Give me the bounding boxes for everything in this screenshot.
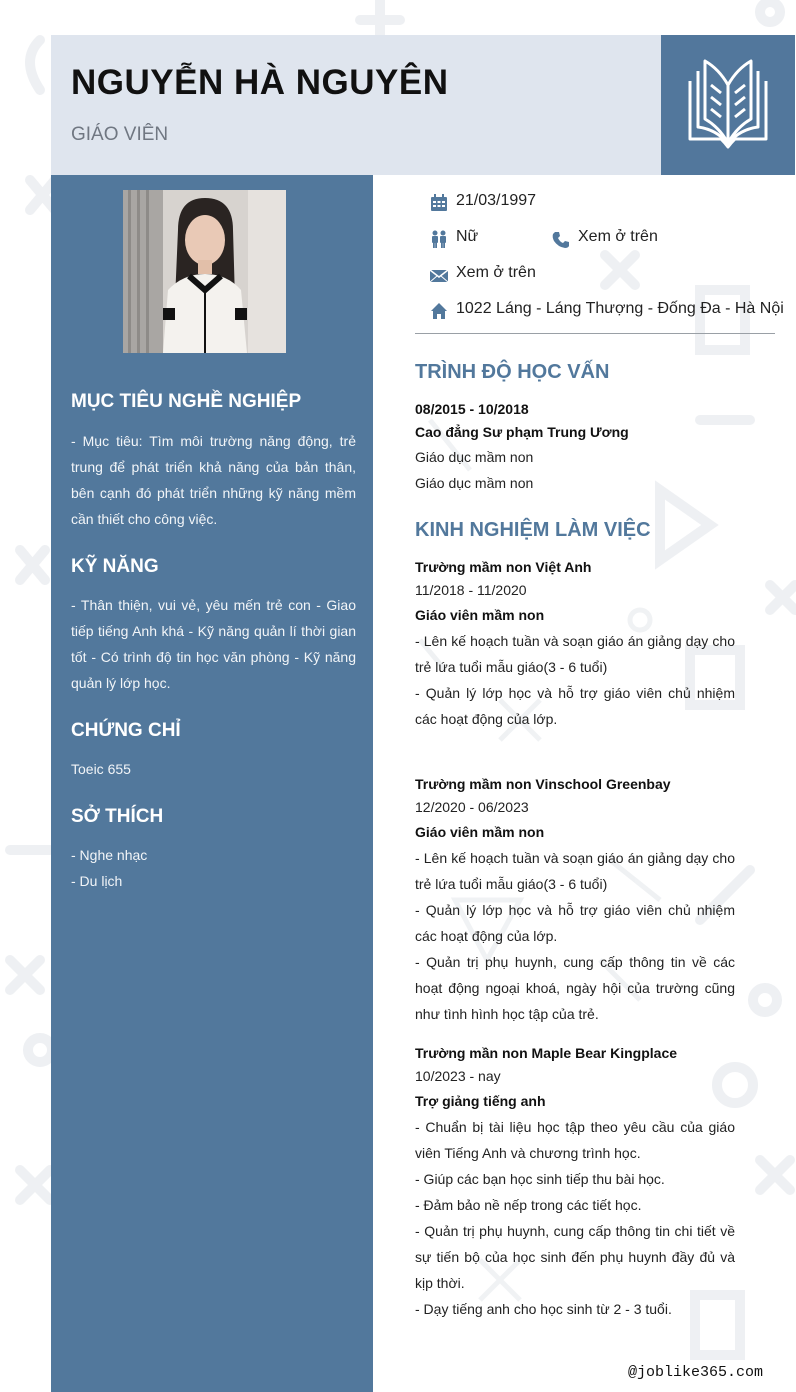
- job-duty: - Lên kế hoạch tuần và soạn giáo án giảng dạy cho trẻ lứa tuổi mẫu giáo(3 - 6 tuổi): [415, 850, 735, 892]
- hobbies-heading: SỞ THÍCH: [71, 806, 164, 827]
- job-position: Giáo viên mầm non: [415, 824, 545, 840]
- education-major: Giáo dục mầm non: [415, 449, 534, 465]
- job-position: Trợ giảng tiếng anh: [415, 1093, 546, 1109]
- certificates-heading: CHỨNG CHỈ: [71, 720, 181, 741]
- header: [51, 35, 661, 175]
- email-value: Xem ở trên: [456, 264, 536, 281]
- job-company: Trường mần non Maple Bear Kingplace: [415, 1045, 678, 1061]
- education-school: Cao đẳng Sư phạm Trung Ương: [415, 424, 629, 440]
- certificates-list: [71, 756, 131, 782]
- job-period: 11/2018 - 11/2020: [415, 582, 527, 598]
- job-duty: - Chuẩn bị tài liệu học tập theo yêu cầu của giáo viên Tiếng Anh và chương trình học.: [415, 1119, 735, 1161]
- phone-value: Xem ở trên: [578, 228, 658, 245]
- candidate-name: NGUYỄN HÀ NGUYÊN: [71, 63, 449, 102]
- gender-value: Nữ: [456, 228, 479, 245]
- sidebar: [51, 175, 373, 1392]
- objective-text: - Mục tiêu: Tìm môi trường năng động, trẻ trung để phát triển khả năng của bản thân, bên cạnh đó phát triển những kỹ năng mềm cần thiết cho công việc.: [71, 433, 356, 527]
- job-duty: - Giúp các bạn học sinh tiếp thu bài học.: [415, 1171, 665, 1187]
- job-title: GIÁO VIÊN: [71, 124, 169, 145]
- job-duty: - Quản trị phụ huynh, cung cấp thông tin chi tiết về sự tiến bộ của học sinh đến phụ huynh đầy đủ và kịp thời.: [415, 1223, 735, 1291]
- job-duty: - Quản lý lớp học và hỗ trợ giáo viên chủ nhiệm các hoạt động của lớp.: [415, 685, 735, 727]
- job-period: 10/2023 - nay: [415, 1068, 501, 1084]
- book-icon: [681, 57, 775, 153]
- job-duty: - Lên kế hoạch tuần và soạn giáo án giảng dạy cho trẻ lứa tuổi mẫu giáo(3 - 6 tuổi): [415, 633, 735, 675]
- job-duty: - Quản lý lớp học và hỗ trợ giáo viên chủ nhiệm các hoạt động của lớp.: [415, 902, 735, 944]
- education-heading: TRÌNH ĐỘ HỌC VẤN: [415, 361, 610, 383]
- job-company: Trường mầm non Việt Anh: [415, 559, 592, 575]
- profile-photo: [123, 190, 286, 353]
- calendar-icon: [430, 194, 448, 212]
- phone-icon: [552, 231, 570, 249]
- gender-icon: [430, 230, 448, 248]
- certificate-item: Toeic 655: [71, 761, 131, 777]
- contact-divider: [415, 333, 775, 334]
- hobbies-list: [71, 842, 147, 894]
- footer-watermark: @joblike365.com: [628, 1364, 764, 1381]
- hobby-item: - Nghe nhạc: [71, 847, 148, 863]
- job-duty: - Đảm bảo nề nếp trong các tiết học.: [415, 1197, 642, 1213]
- job-duty: - Quản trị phụ huynh, cung cấp thông tin về các hoạt động ngoại khoá, ngày hội của trường cũng như tình hình học tập của trẻ.: [415, 954, 735, 1022]
- hobby-item: - Du lịch: [71, 873, 123, 889]
- objective-heading: MỤC TIÊU NGHỀ NGHIỆP: [71, 391, 302, 412]
- birthday-value: 21/03/1997: [456, 192, 537, 209]
- experience-heading: KINH NGHIỆM LÀM VIỆC: [415, 519, 651, 541]
- address-value: 1022 Láng - Láng Thượng - Đống Đa - Hà Nội: [456, 300, 784, 317]
- skills-text: - Thân thiện, vui vẻ, yêu mến trẻ con - Giao tiếp tiếng Anh khá - Kỹ năng quản lí thời gian tốt - Có trình độ tin học văn phòng - Kỹ năng quản lý lớp học.: [71, 597, 356, 691]
- job-company: Trường mầm non Vinschool Greenbay: [415, 776, 671, 792]
- education-period: 08/2015 - 10/2018: [415, 401, 529, 417]
- job-period: 12/2020 - 06/2023: [415, 799, 529, 815]
- skills-heading: KỸ NĂNG: [71, 556, 159, 577]
- home-icon: [430, 302, 448, 320]
- email-icon: [430, 267, 448, 285]
- header-logo-box: [661, 35, 795, 175]
- education-detail: Giáo dục mầm non: [415, 475, 534, 491]
- job-duty: - Dạy tiếng anh cho học sinh từ 2 - 3 tuổi.: [415, 1301, 672, 1317]
- job-position: Giáo viên mầm non: [415, 607, 545, 623]
